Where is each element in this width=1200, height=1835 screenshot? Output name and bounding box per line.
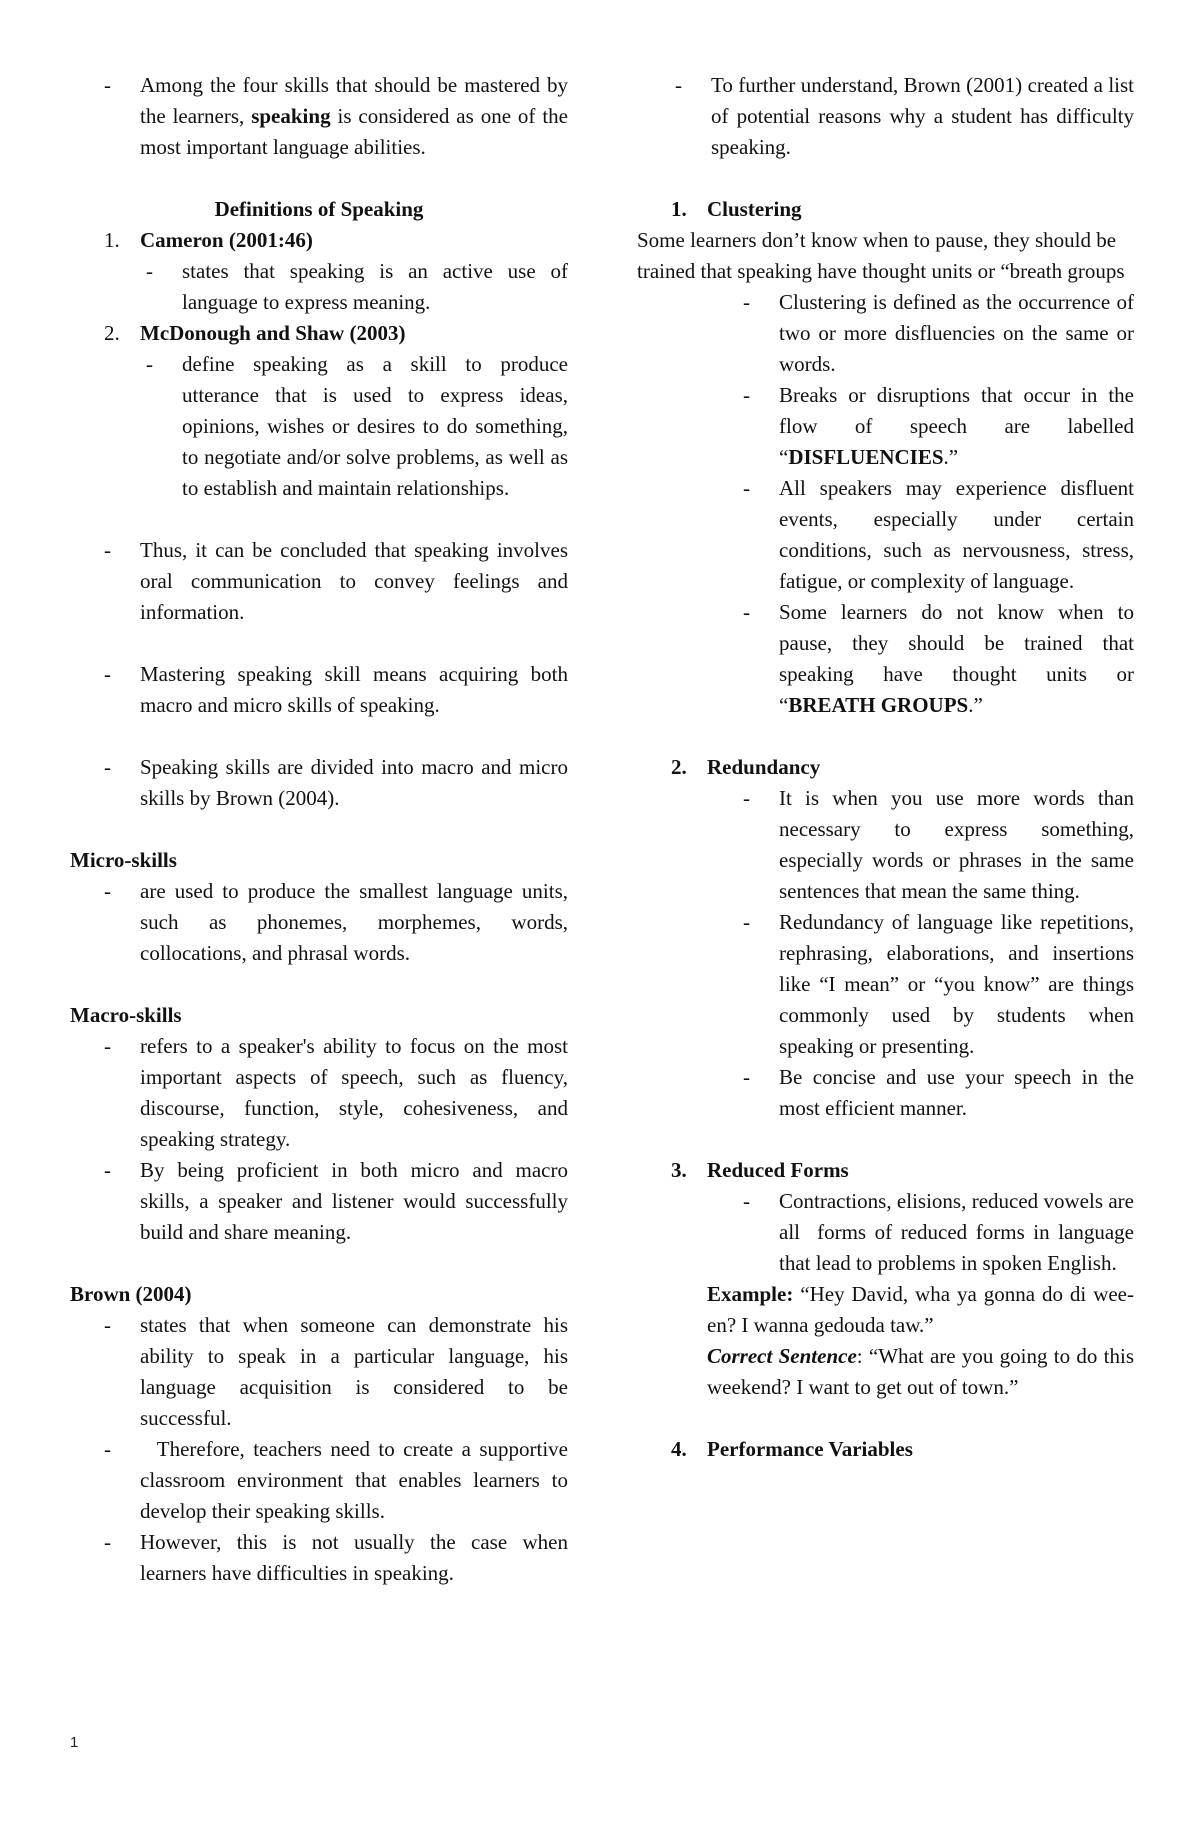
reduced-forms-bullet-1: - Contractions, elisions, reduced vowels are all forms of reduced forms in language that lead to problems in spoken English. <box>743 1189 1140 1275</box>
micro-skills-heading: Micro-skills <box>70 848 177 872</box>
clustering-heading: 1. Clustering <box>671 197 802 221</box>
definition-1-name: Cameron (2001:46) <box>140 228 313 252</box>
clustering-para-1: Some learners don’t know when to pause, they should be <box>637 228 1117 252</box>
intro-bullet <box>104 70 568 163</box>
redundancy-bullet-2: - Redundancy of language like repetitions, rephrasing, elaborations, and insertions like “I mean” or “you know” are things commonly used by students when speaking or presenting. <box>743 910 1134 1058</box>
example-label: Example: <box>707 1282 794 1306</box>
definitions-title: Definitions of Speaking <box>214 197 424 221</box>
brown-bullet-3: - However, this is not usually the case when learners have difficulties in speaking. <box>104 1530 568 1585</box>
redundancy-bullet-1: - It is when you use more words than necessary to express something, especially words or phrases in the same sentences that mean the same thing. <box>743 786 1134 903</box>
definition-2-bullet: - define speaking as a skill to produce utterance that is used to express ideas, opinions, wishes or desires to do something, to negotiate and/or solve problems, as well as to establish and maintain relationships. <box>146 352 568 500</box>
brown-heading: Brown (2004) <box>70 1282 192 1306</box>
thus-bullet: - Thus, it can be concluded that speaking involves oral communication to convey feelings and information. <box>104 538 568 624</box>
clustering-bullet-4: - Some learners do not know when to pause, they should be trained that speaking have thought units or “BREATH GROUPS.” <box>743 600 1134 717</box>
reduced-forms-heading: 3. Reduced Forms <box>671 1158 849 1182</box>
brown-bullet-2: - Therefore, teachers need to create a supportive classroom environment that enables learners to develop their speaking skills. <box>104 1437 574 1523</box>
macro-skills-bullet-2: - By being proficient in both micro and macro skills, a speaker and listener would successfully build and share meaning. <box>104 1158 568 1244</box>
macro-skills-bullet-1: - refers to a speaker's ability to focus on the most important aspects of speech, such as fluency, discourse, function, style, cohesiveness, and speaking strategy. <box>104 1034 568 1151</box>
left-column <box>70 70 574 1589</box>
reduced-forms-example: Example: “Hey David, wha ya gonna do di wee-en? I wanna gedouda taw.” <box>707 1282 1134 1337</box>
macro-skills-heading: Macro-skills <box>70 1003 182 1027</box>
clustering-bullet-3: - All speakers may experience disfluent events, especially under certain conditions, such as nervousness, stress, fatigue, or complexity of language. <box>743 476 1134 593</box>
right-column <box>637 70 1140 1465</box>
redundancy-heading: 2. Redundancy <box>671 755 821 779</box>
definition-2-name: McDonough and Shaw (2003) <box>140 321 406 345</box>
brown-bullet-1: - states that when someone can demonstrate his ability to speak in a particular language, his language acquisition is considered to be successful. <box>104 1313 568 1430</box>
performance-variables-heading: 4. Performance Variables <box>671 1437 913 1461</box>
correct-sentence-label: Correct Sentence <box>707 1344 857 1368</box>
page-number: 1 <box>70 1734 79 1751</box>
definition-2: 2. McDonough and Shaw (2003) <box>104 318 568 349</box>
clustering-para-2: trained that speaking have thought units or “breath groups <box>637 259 1125 283</box>
definition-1: 1. Cameron (2001:46) <box>104 225 568 256</box>
bullet-dash: - <box>104 73 111 97</box>
speaking-bold: speaking <box>251 104 331 128</box>
clustering-bullet-1: - Clustering is defined as the occurrence of two or more disfluencies on the same or words. <box>743 290 1134 376</box>
redundancy-bullet-3: - Be concise and use your speech in the most efficient manner. <box>743 1065 1134 1120</box>
divided-bullet: - Speaking skills are divided into macro and micro skills by Brown (2004). <box>104 755 568 810</box>
micro-skills-bullet: - are used to produce the smallest language units, such as phonemes, morphemes, words, collocations, and phrasal words. <box>104 879 568 965</box>
mastering-bullet: - Mastering speaking skill means acquiring both macro and micro skills of speaking. <box>104 662 568 717</box>
breath-groups-bold: BREATH GROUPS <box>788 693 969 717</box>
intro-text: Among the four skills that should be mastered by the learners, speaking is considered as one of the most important language abilities. <box>140 73 568 159</box>
clustering-bullet-2: - Breaks or disruptions that occur in the flow of speech are labelled “DISFLUENCIES.” <box>743 383 1134 469</box>
disfluencies-bold: DISFLUENCIES <box>788 445 944 469</box>
definition-1-bullet: - states that speaking is an active use of language to express meaning. <box>146 259 568 314</box>
reduced-forms-correct: Correct Sentence: “What are you going to do this weekend? I want to get out of town.” <box>707 1344 1134 1399</box>
right-intro-bullet: - To further understand, Brown (2001) created a list of potential reasons why a student has difficulty speaking. <box>675 73 1134 159</box>
